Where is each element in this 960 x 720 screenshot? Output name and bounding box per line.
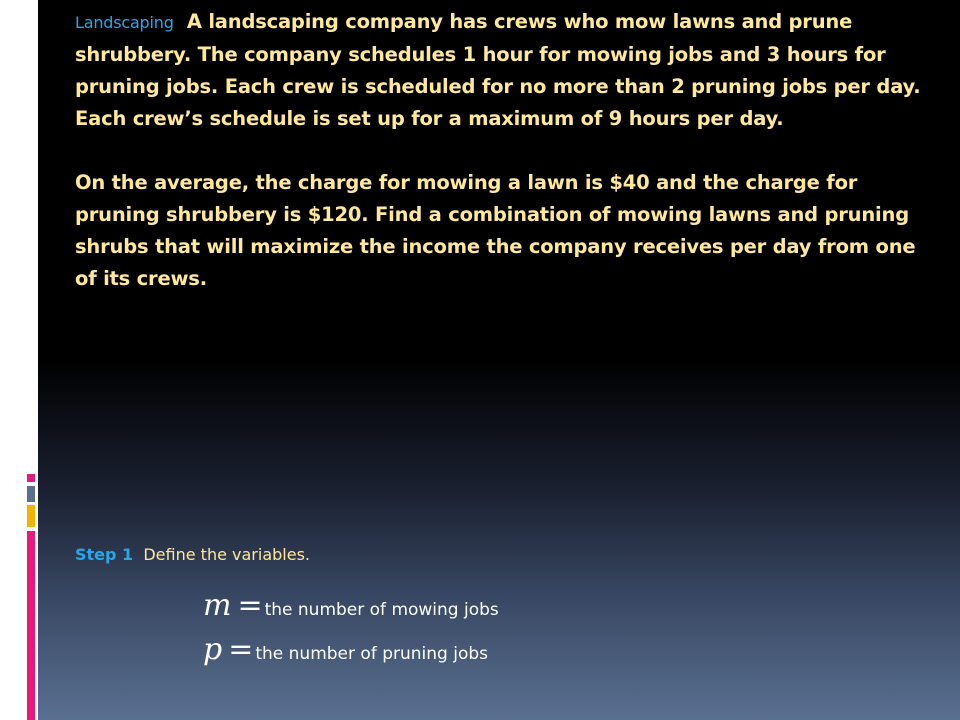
variable-definition-p xyxy=(203,632,488,667)
problem-paragraph-1-text: A landscaping company has crews who mow lawns and prune shrubbery. The company schedules 1 hour for mowing jobs and 3 hours for pruning jobs. Each crew is scheduled for no more than 2 pruning jobs per day. Each crew’s schedule is set up for a maximum of 9 hours per day. xyxy=(75,10,921,130)
variable-definition-m xyxy=(203,588,499,623)
equals-sign: = xyxy=(237,588,263,623)
accent-bar-pink-long xyxy=(27,531,35,720)
problem-statement xyxy=(75,6,925,295)
variable-symbol: p xyxy=(203,632,223,667)
step-heading xyxy=(75,545,310,564)
accent-bar-slate xyxy=(27,486,35,502)
variable-symbol: m xyxy=(203,588,232,623)
problem-label: Landscaping xyxy=(75,13,174,32)
problem-paragraph-2: On the average, the charge for mowing a lawn is $40 and the charge for pruning shrubbery is $120. Find a combination of mowing lawns and pruning shrubs that will maximize the income the company receives per day from one of its crews. xyxy=(75,171,916,290)
step-text: Define the variables. xyxy=(143,545,310,564)
equals-sign: = xyxy=(228,632,254,667)
problem-paragraph-1 xyxy=(75,6,925,135)
variable-definition: the number of pruning jobs xyxy=(255,644,488,664)
accent-bar-pink-small xyxy=(27,474,35,482)
variable-definition: the number of mowing jobs xyxy=(264,600,499,620)
step-label: Step 1 xyxy=(75,545,134,564)
accent-bar-gold xyxy=(27,505,35,527)
